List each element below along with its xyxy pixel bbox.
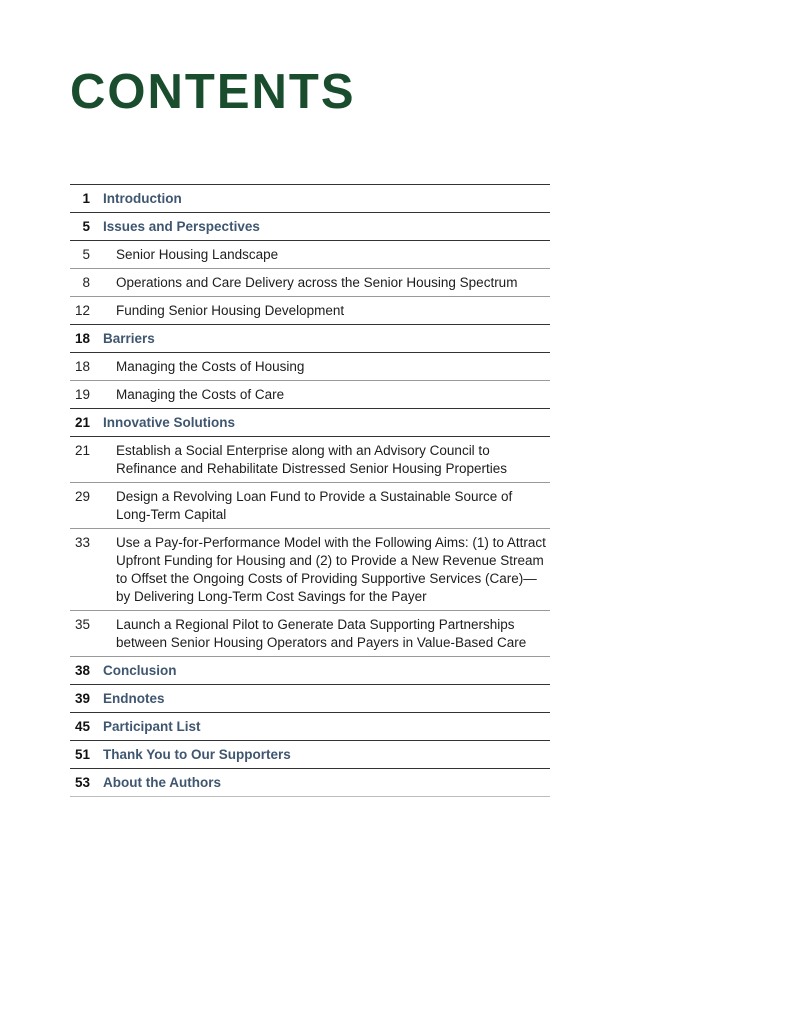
- toc-entry-about-the-authors[interactable]: [70, 769, 550, 797]
- toc-subsection-title: Operations and Care Delivery across the Senior Housing Spectrum: [116, 275, 518, 290]
- toc-section-title: About the Authors: [103, 775, 221, 790]
- toc-section-title: Conclusion: [103, 663, 177, 678]
- toc-page-number: 53: [74, 775, 90, 790]
- toc-page-number: 33: [74, 535, 90, 550]
- toc-page-number: 8: [82, 275, 90, 290]
- toc-entry-participant-list[interactable]: [70, 713, 550, 741]
- toc-entry-senior-housing-landscape[interactable]: [70, 241, 550, 269]
- toc-page-number: 12: [74, 303, 90, 318]
- toc-entry-introduction[interactable]: [70, 185, 550, 213]
- toc-entry-barriers[interactable]: [70, 325, 550, 353]
- toc-page-number: 39: [74, 691, 90, 706]
- toc-entry-regional-pilot[interactable]: [70, 611, 550, 657]
- page-title: CONTENTS: [70, 65, 356, 119]
- toc-page-number: 5: [82, 219, 90, 234]
- toc-subsection-title: Senior Housing Landscape: [116, 247, 279, 262]
- toc-subsection-title: Establish a Social Enterprise along with an Advisory Council to Refinance and Rehabilitate Distressed Senior Housing Properties: [116, 443, 507, 476]
- toc-section-title: Introduction: [103, 191, 182, 206]
- toc-page-number: 18: [74, 359, 90, 374]
- toc-subsection-title: Funding Senior Housing Development: [116, 303, 345, 318]
- toc-section-title: Thank You to Our Supporters: [103, 747, 291, 762]
- toc-section-title: Participant List: [103, 719, 201, 734]
- toc-page-number: 1: [82, 191, 90, 206]
- toc-entry-issues-and-perspectives[interactable]: [70, 213, 550, 241]
- toc-entry-conclusion[interactable]: [70, 657, 550, 685]
- toc-page-number: 35: [74, 617, 90, 632]
- toc-page-number: 51: [74, 747, 90, 762]
- table-of-contents: [70, 184, 550, 797]
- toc-section-title: Barriers: [103, 331, 155, 346]
- toc-section-title: Issues and Perspectives: [103, 219, 260, 234]
- toc-subsection-title: Managing the Costs of Care: [116, 387, 285, 402]
- toc-section-title: Endnotes: [103, 691, 165, 706]
- toc-page-number: 38: [74, 663, 90, 678]
- toc-page-number: 5: [82, 247, 90, 262]
- toc-page-number: 19: [74, 387, 90, 402]
- toc-subsection-title: Use a Pay-for-Performance Model with the Following Aims: (1) to Attract Upfront Funding for Housing and (2) to Provide a New Revenue Stream to Offset the Ongoing Costs of Providing Supportive Services (Care)—by Delivering Long-Term Cost Savings for the Payer: [116, 535, 546, 604]
- toc-page-number: 45: [74, 719, 90, 734]
- toc-section-title: Innovative Solutions: [103, 415, 236, 430]
- toc-entry-revolving-loan-fund[interactable]: [70, 483, 550, 529]
- toc-entry-operations-and-care-delivery[interactable]: [70, 269, 550, 297]
- toc-page-number: 21: [74, 443, 90, 458]
- toc-subsection-title: Design a Revolving Loan Fund to Provide a Sustainable Source of Long-Term Capital: [116, 489, 513, 522]
- toc-entry-social-enterprise[interactable]: [70, 437, 550, 483]
- toc-subsection-title: Launch a Regional Pilot to Generate Data Supporting Partnerships between Senior Housing Operators and Payers in Value-Based Care: [116, 617, 527, 650]
- toc-entry-managing-costs-of-care[interactable]: [70, 381, 550, 409]
- toc-subsection-title: Managing the Costs of Housing: [116, 359, 305, 374]
- toc-page-number: 18: [74, 331, 90, 346]
- toc-entry-managing-costs-of-housing[interactable]: [70, 353, 550, 381]
- toc-entry-pay-for-performance[interactable]: [70, 529, 550, 611]
- toc-entry-thank-you-supporters[interactable]: [70, 741, 550, 769]
- toc-entry-innovative-solutions[interactable]: [70, 409, 550, 437]
- toc-entry-endnotes[interactable]: [70, 685, 550, 713]
- toc-page-number: 29: [74, 489, 90, 504]
- toc-page-number: 21: [74, 415, 90, 430]
- toc-entry-funding-senior-housing[interactable]: [70, 297, 550, 325]
